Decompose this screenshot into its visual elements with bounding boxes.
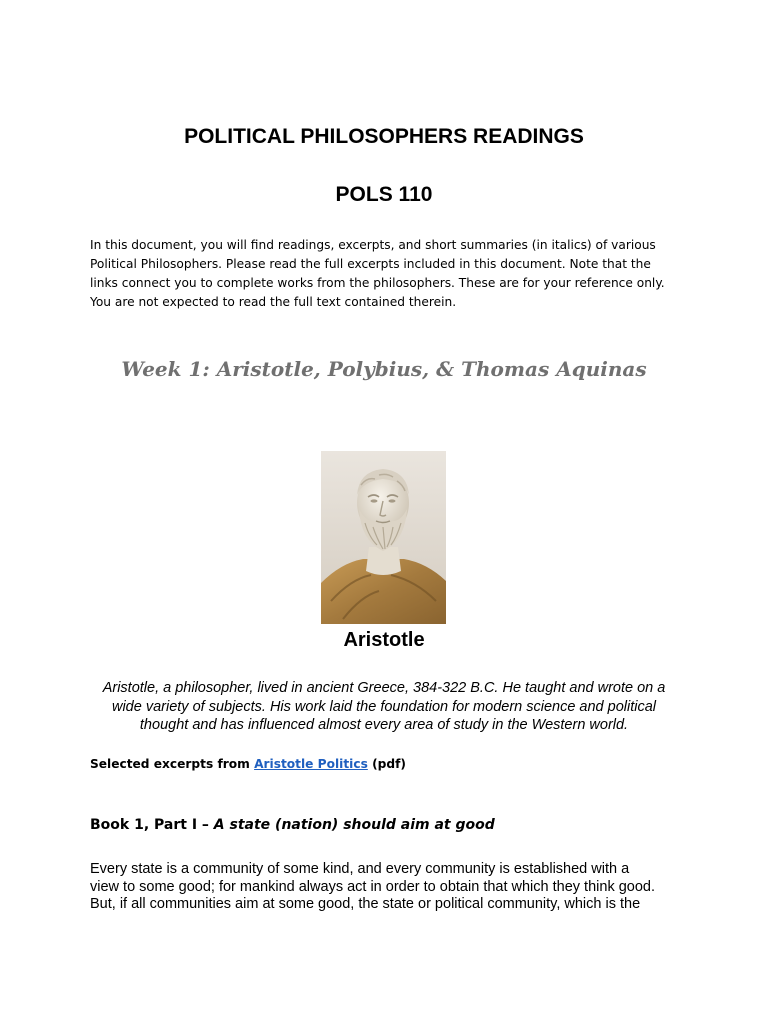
bio-line: wide variety of subjects. His work laid the foundation for modern science and political — [111, 698, 657, 715]
portrait-caption: Aristotle — [343, 629, 425, 651]
body-line: view to some good; for mankind always act in order to obtain that which they think good. — [90, 878, 656, 895]
body-line: But, if all communities aim at some good, the state or political community, which is the — [90, 896, 641, 912]
week-heading: Week 1: Aristotle, Polybius, & Thomas Aquinas — [121, 357, 647, 381]
bio-line: Aristotle, a philosopher, lived in ancient Greece, 384-322 B.C. He taught and wrote on a — [102, 680, 666, 696]
intro-paragraph — [90, 236, 690, 312]
section-heading — [90, 817, 495, 833]
section-subtitle: A state (nation) should aim at good — [213, 817, 495, 833]
aristotle-politics-link[interactable]: Aristotle Politics — [254, 757, 368, 771]
bio-line: thought and has influenced almost every area of study in the Western world. — [139, 717, 629, 733]
intro-line: You are not expected to read the full text contained therein. — [90, 295, 457, 309]
body-line: Every state is a community of some kind, and every community is established with a — [90, 861, 630, 877]
intro-line: Political Philosophers. Please read the full excerpts included in this document. Note that the — [90, 257, 651, 271]
philosopher-summary — [84, 679, 684, 735]
excerpts-prefix: Selected excerpts from — [90, 757, 250, 771]
excerpts-suffix: (pdf) — [372, 757, 406, 771]
selected-excerpts-line — [90, 757, 406, 771]
section-heading-label: Book 1, Part I – — [90, 817, 209, 833]
aristotle-bust-image — [321, 451, 446, 624]
intro-line: links connect you to complete works from the philosophers. These are for your reference only. — [90, 276, 665, 290]
intro-line: In this document, you will find readings, excerpts, and short summaries (in italics) of various — [90, 238, 656, 252]
document-title: POLITICAL PHILOSOPHERS READINGS — [184, 125, 584, 148]
course-code: POLS 110 — [335, 183, 433, 206]
excerpt-body — [90, 861, 690, 914]
